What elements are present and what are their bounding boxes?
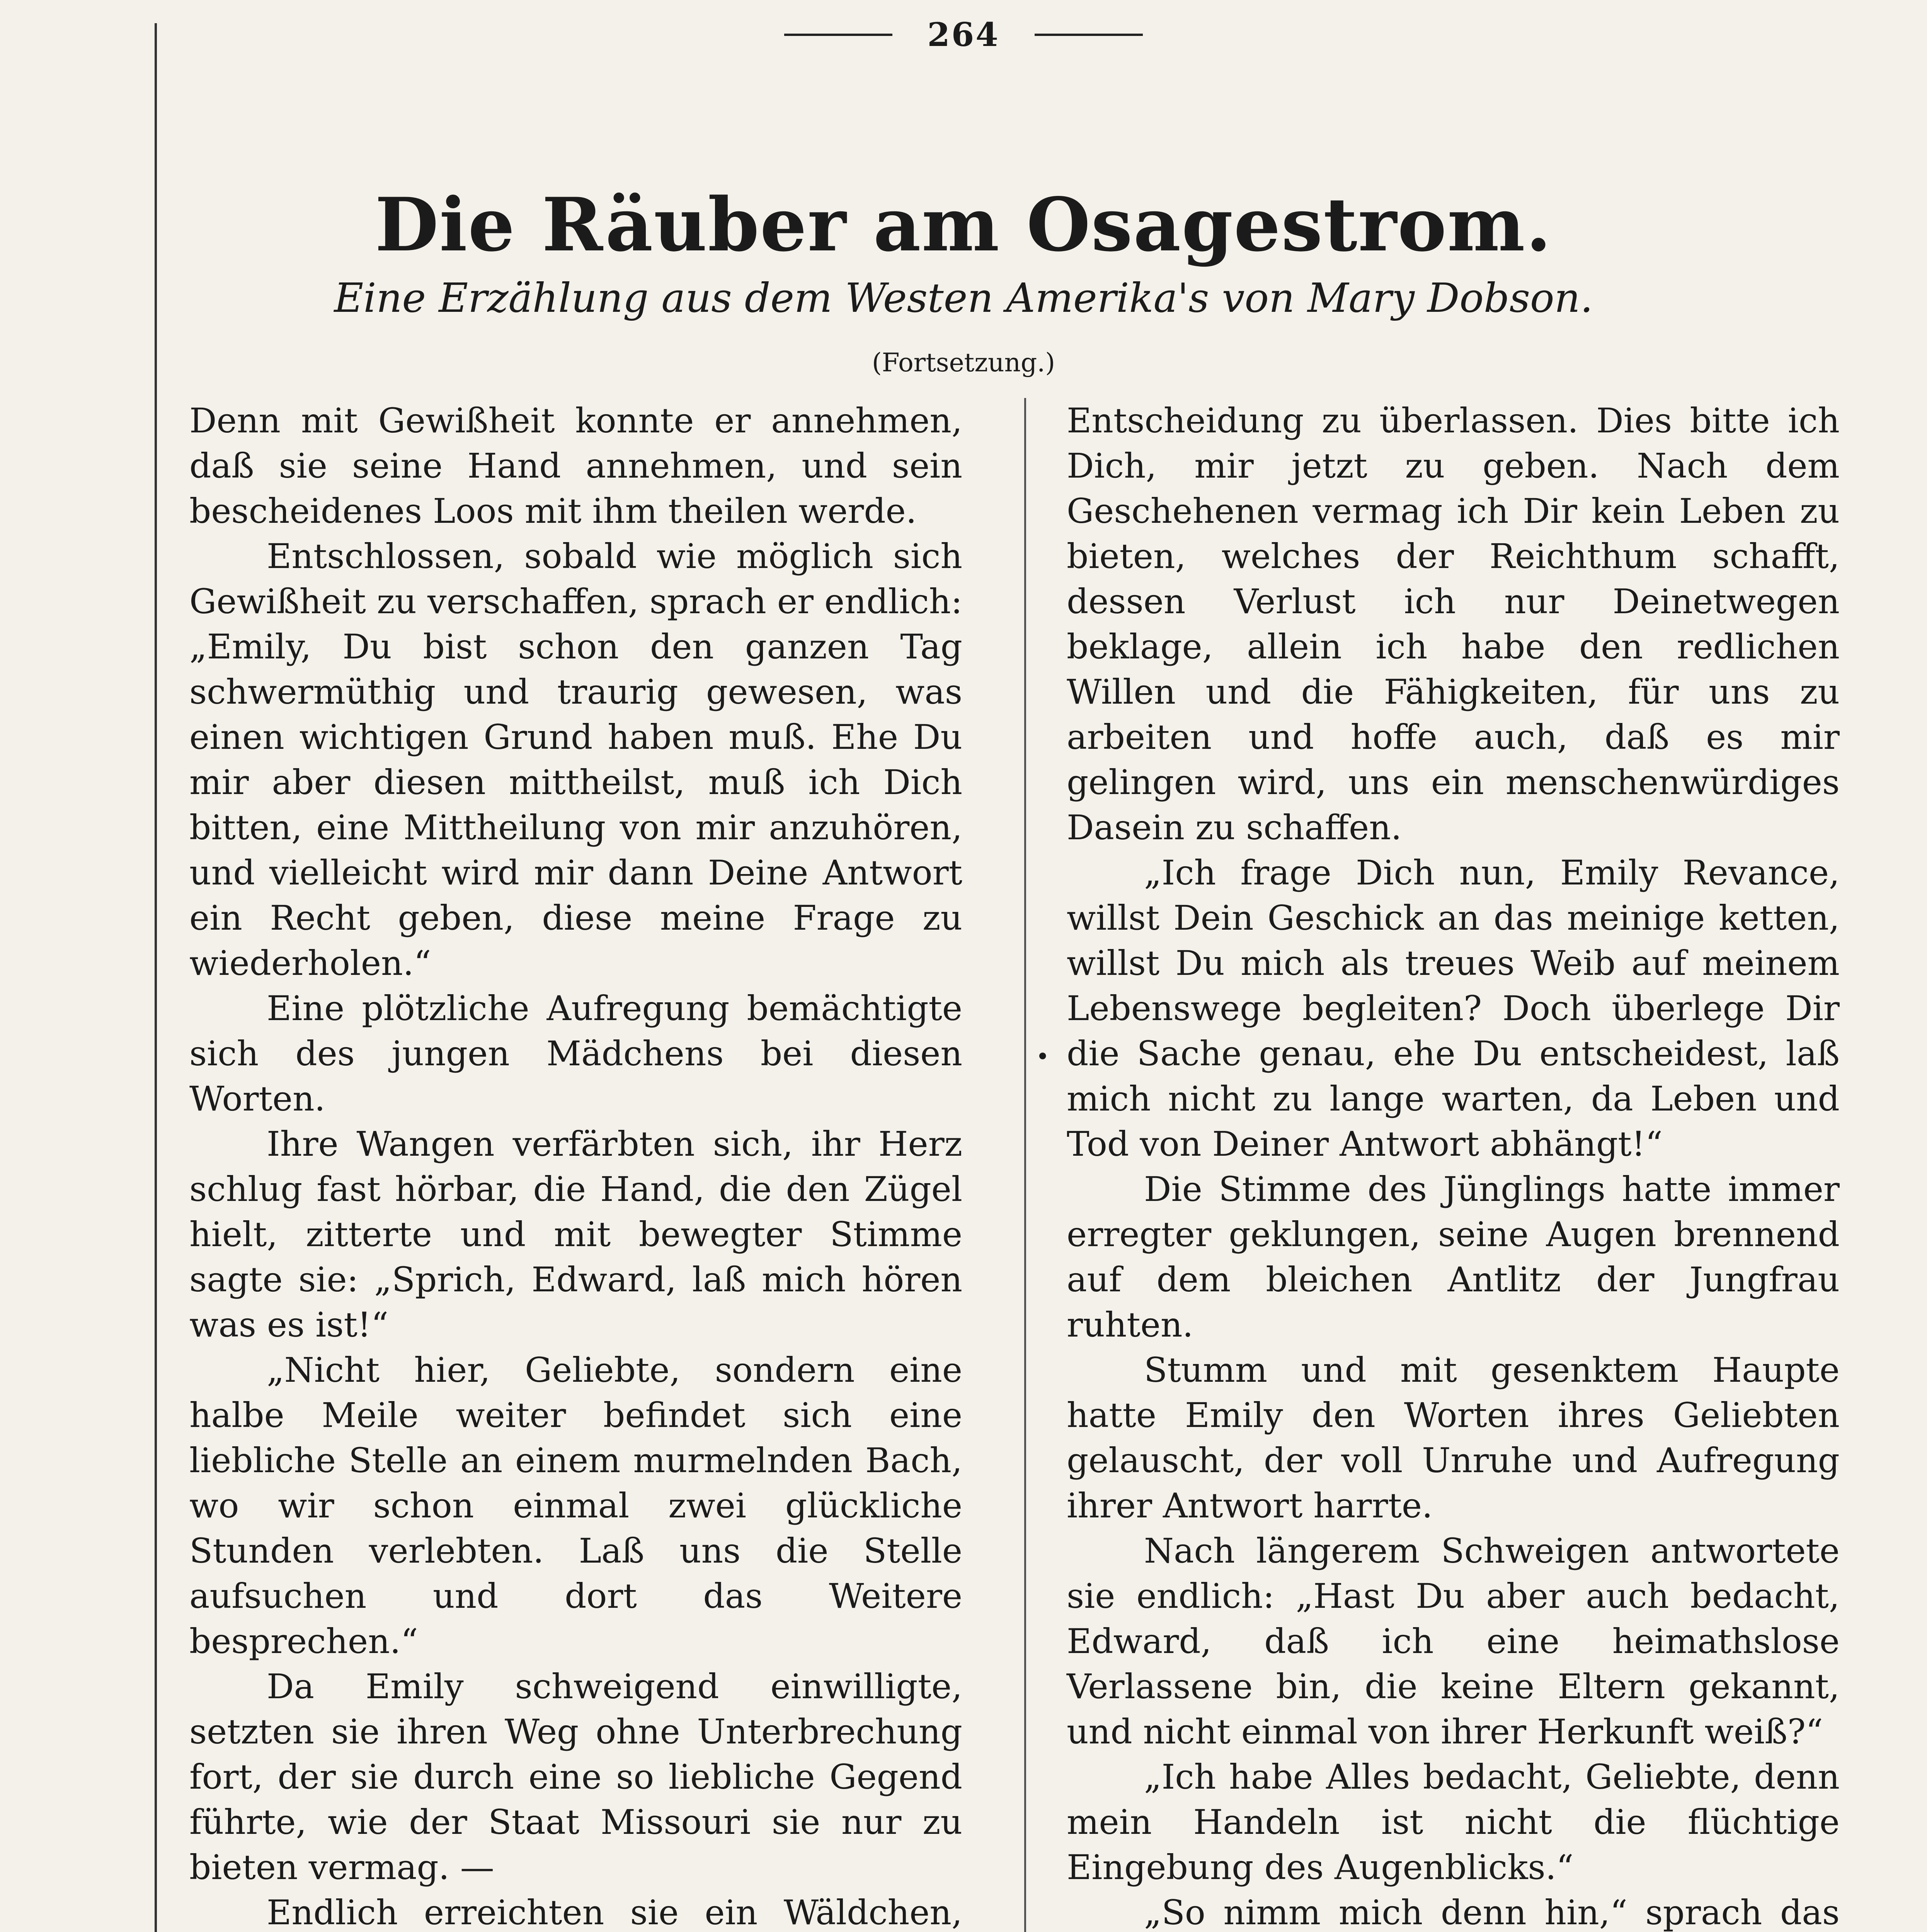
paragraph: Ihre Wangen verfärbten sich, ihr Herz schlug fast hörbar, die Hand, die den Zügel hielt, zitterte und mit bewegter Stimme sagte sie: „Sprich, Edward, laß mich hören was es ist!“ (189, 1124, 962, 1345)
margin-dot: • (1036, 1043, 1050, 1070)
paragraph: Nach längerem Schweigen antwortete sie endlich: „Hast Du aber auch bedacht, Edward, daß ich eine heimathslose Verlassene bin, die keine Eltern gekannt, und nicht einmal von ihrer Herkunft weiß?“ (1067, 1531, 1840, 1752)
paragraph: Denn mit Gewißheit konnte er annehmen, daß sie seine Hand annehmen, und sein bescheidenes Loos mit ihm theilen werde. (189, 401, 962, 531)
header-dash-right (1035, 34, 1143, 36)
right-column (1067, 398, 1840, 1932)
paragraph: Endlich erreichten sie ein Wäldchen, (267, 1893, 962, 1932)
header-dash-left (784, 34, 892, 36)
page-header (0, 15, 1927, 54)
paragraph: „So nimm mich denn hin,“ sprach das (1144, 1893, 1840, 1932)
paragraph: „Ich habe Alles bedacht, Geliebte, denn mein Handeln ist nicht die flüchtige Eingebung des Augenblicks.“ (1067, 1757, 1840, 1887)
paragraph: Die Stimme des Jünglings hatte immer erregter geklungen, seine Augen brennend auf dem bleichen Antlitz der Jungfrau ruhten. (1067, 1169, 1840, 1345)
story-subtitle: Eine Erzählung aus dem Westen Amerika's von Mary Dobson. (334, 274, 1593, 321)
column-divider (1024, 398, 1026, 1932)
paragraph: Da Emily schweigend einwilligte, setzten sie ihren Weg ohne Unterbrechung fort, der sie durch eine so liebliche Gegend führte, wie der Staat Missouri sie nur zu bieten vermag. — (189, 1667, 962, 1887)
left-column (189, 398, 962, 1932)
story-title: Die Räuber am Osagestrom. (375, 182, 1552, 268)
paragraph: Entscheidung zu überlassen. Dies bitte ich Dich, mir jetzt zu geben. Nach dem Geschehenen vermag ich Dir kein Leben zu bieten, welches der Reichthum schafft, dessen Verlust ich nur Deinetwegen beklage, allein ich habe den redlichen Willen und die Fähigkeiten, für uns zu arbeiten und hoffe auch, daß es mir gelingen wird, uns ein menschenwürdiges Dasein zu schaffen. (1067, 401, 1840, 847)
paragraph: „Nicht hier, Geliebte, sondern eine halbe Meile weiter befindet sich eine liebliche Stelle an einem murmelnden Bach, wo wir schon einmal zwei glückliche Stunden verlebten. Laß uns die Stelle aufsuchen und dort das Weitere besprechen.“ (189, 1350, 962, 1661)
paragraph: Stumm und mit gesenktem Haupte hatte Emily den Worten ihres Geliebten gelauscht, der voll Unruhe und Aufregung ihrer Antwort harrte. (1067, 1350, 1840, 1526)
paragraph: „Ich frage Dich nun, Emily Revance, willst Dein Geschick an das meinige ketten, willst Du mich als treues Weib auf meinem Lebenswege begleiten? Doch überlege Dir die Sache genau, ehe Du entscheidest, laß mich nicht zu lange warten, da Leben und Tod von Deiner Antwort abhängt!“ (1067, 853, 1840, 1164)
page-number: 264 (927, 15, 1000, 54)
paragraph: Entschlossen, sobald wie möglich sich Gewißheit zu verschaffen, sprach er endlich: „Emily, Du bist schon den ganzen Tag schwermüthig und traurig gewesen, was einen wichtigen Grund haben muß. Ehe Du mir aber diesen mittheilst, muß ich Dich bitten, eine Mittheilung von mir anzuhören, und vielleicht wird mir dann Deine Antwort ein Recht geben, diese meine Frage zu wiederholen.“ (189, 536, 962, 983)
paragraph: Eine plötzliche Aufregung bemächtigte sich des jungen Mädchens bei diesen Worten. (189, 988, 962, 1119)
continuation-note: (Fortsetzung.) (872, 348, 1055, 378)
